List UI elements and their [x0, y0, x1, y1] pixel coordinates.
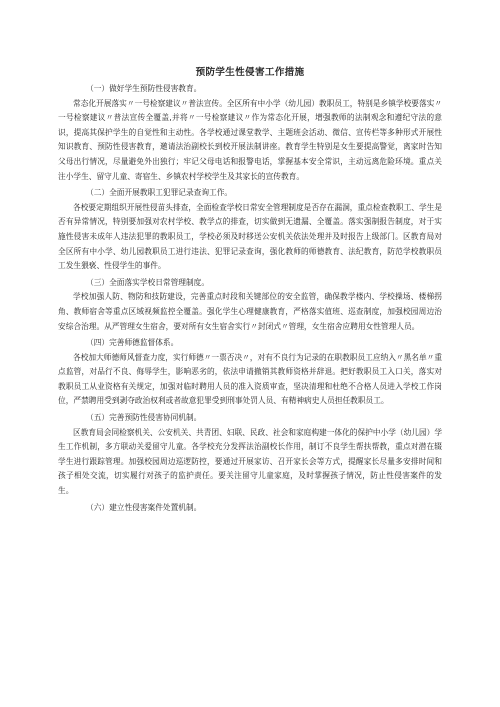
section-heading: （二）全面开展教职工犯罪记录查询工作。	[86, 188, 233, 198]
section-heading: （三）全面落实学校日常管理制度。	[86, 277, 210, 287]
section-heading: （一）做好学生预防性侵害教育。	[86, 84, 202, 93]
section-3	[58, 276, 442, 334]
section-4	[58, 336, 442, 409]
section-paragraph: 各校加大师德师风督查力度，实行师德〃一票否决〃，对有不良行为记录的在职教职员工应纳入〃黑名单〃重点监管，对品行不良、侮辱学生，影响恶劣的，依法申请撤销其教师资格并辞退。把好教职员工入口关，落实对教职员工从业资格有关规定，加强对临时聘用人员的准入资质审查，坚决清理和杜绝不合格人员进入学校工作岗位，严禁聘用受到剥夺政治权利或者故意犯罪受到刑事处罚人员、有精神病史人员担任教职员工。	[58, 352, 443, 406]
section-heading: （五）完善预防性侵害协同机制。	[86, 413, 202, 423]
section-6	[58, 501, 442, 516]
section-paragraph: 常态化开展落实〃一号检察建议〃普法宣传。全区所有中小学（幼儿园）教职员工，特别是乡镇学校要落实〃一号检察建议〃普法宣传全覆盖,并将〃一号检察建议〃作为常态化开展，增强教师的法制观念和遵纪守法的意识，提高其保护学生的自觉性和主动性。各学校通过课堂教学、主题班会活动、微信、宣传栏等多种形式开展性知识教育、预防性侵害教育，邀请法治副校长到校开展法制讲座。教育学生特别是女生要提高警觉，离家时告知父母出行情况，尽量避免外出独行；牢记父母电话和报警电话，掌握基本安全常识，主动远离危险环境。重点关注小学生、留守儿童、寄宿生、乡镇农村学校学生及其家长的宣传教育。	[58, 98, 443, 181]
document-title: 预防学生性侵害工作措施	[195, 67, 305, 78]
section-paragraph: 区教育局会同检察机关、公安机关、共青团、妇联、民政、社会和家庭构建一体化的保护中小学（幼儿园）学生工作机制，多方联动关爱留守儿童。各学校充分发挥法治副校长作用，制订不良学生帮扶帮教，重点对潜在辍学生进行跟踪管理。加强校园周边巡逻防控，要通过开展家访、召开家长会等方式，提醒家长尽量多安排时间和孩子相处交流，切实履行对孩子的监护责任。要关注留守儿童家庭，及时掌握孩子情况，防止性侵害案件的发生。	[58, 427, 443, 496]
section-paragraph: 学校加强人防、物防和技防建设，完善重点时段和关键部位的安全监管，确保教学楼内、学校操场、楼梯拐角、教师宿舍等重点区域视频监控全覆盖。强化学生心理健康教育，严格落实值班、巡查制度，加强校园周边治安综合治理。从严管理女生宿舍，要对所有女生宿舍实行〃封闭式〃管理，女生宿舍应聘用女性管理人员。	[58, 292, 442, 331]
section-heading: （四）完善师德监督体系。	[86, 338, 179, 348]
section-5	[58, 411, 442, 499]
section-paragraph: 各校要定期组织开展性侵苗头排查，全面检查学校日常安全管理制度是否存在漏洞，重点检查教职工、学生是否有异常情况，特别要加强对农村学校、教学点的排查，切实做到无遗漏、全覆盖。落实强制报告制度，对于实施性侵害未成年人违法犯罪的教职员工，学校必须及时移送公安机关依法处理并及时报告上级部门。区教育局对全区所有中小学、幼儿园教职员工进行违法、犯罪记录查询，强化教师的师德教育、法纪教育，防范学校教职员工发生猥亵、性侵学生的事件。	[58, 202, 443, 271]
section-heading: （六）建立性侵害案件处置机制。	[86, 502, 202, 512]
section-2	[58, 186, 442, 274]
section-1	[58, 82, 442, 184]
